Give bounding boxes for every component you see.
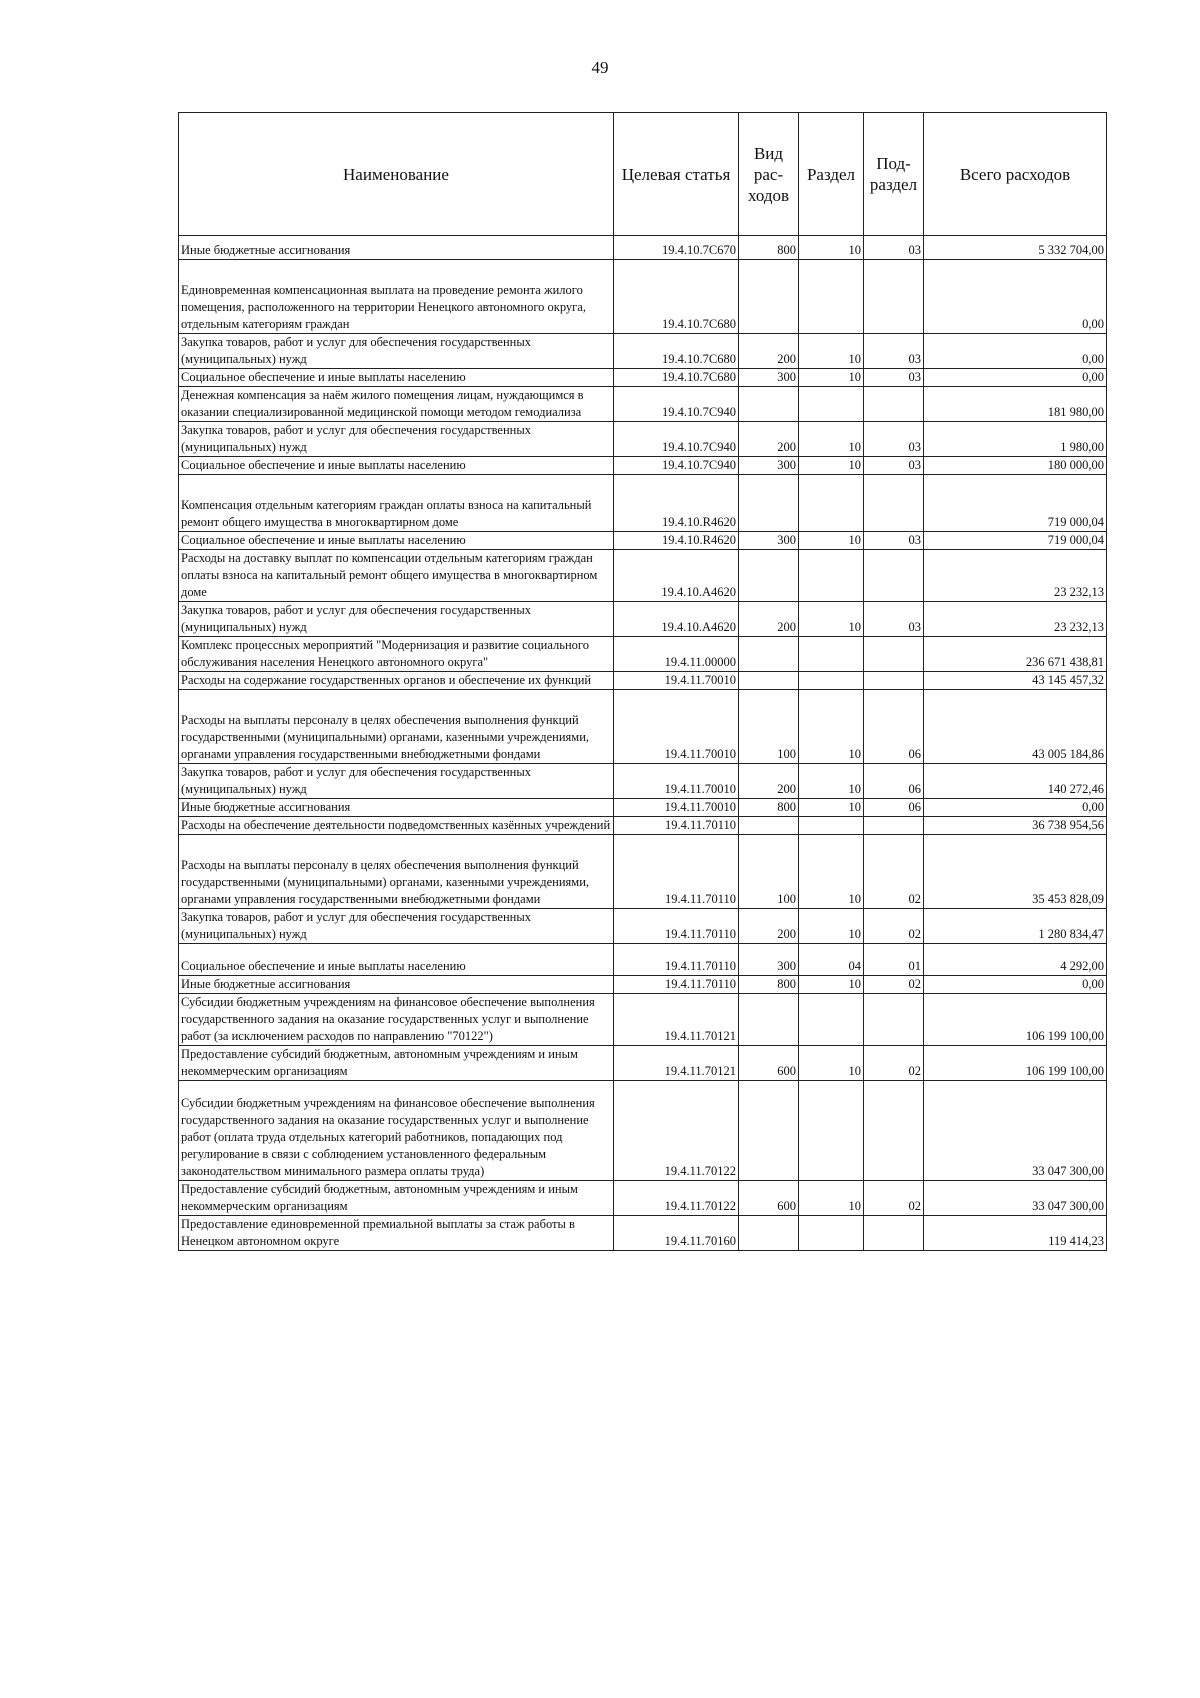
header-podrazdel: Под-раздел xyxy=(864,113,924,236)
cell-total: 35 453 828,09 xyxy=(924,835,1107,909)
cell-podrazdel xyxy=(864,1081,924,1181)
table-row xyxy=(179,690,1107,764)
cell-podrazdel: 03 xyxy=(864,602,924,637)
table-row xyxy=(179,550,1107,602)
cell-total: 181 980,00 xyxy=(924,387,1107,422)
cell-target-code: 19.4.10.7C680 xyxy=(614,334,739,369)
cell-podrazdel xyxy=(864,637,924,672)
cell-total: 43 145 457,32 xyxy=(924,672,1107,690)
table-row xyxy=(179,369,1107,387)
cell-total: 4 292,00 xyxy=(924,944,1107,976)
cell-razdel: 10 xyxy=(799,457,864,475)
cell-target-code: 19.4.11.70110 xyxy=(614,976,739,994)
cell-podrazdel xyxy=(864,672,924,690)
cell-name: Закупка товаров, работ и услуг для обеспечения государственных (муниципальных) нужд xyxy=(179,764,614,799)
table-row xyxy=(179,817,1107,835)
cell-podrazdel: 06 xyxy=(864,799,924,817)
cell-razdel: 10 xyxy=(799,764,864,799)
cell-name: Закупка товаров, работ и услуг для обеспечения государственных (муниципальных) нужд xyxy=(179,602,614,637)
cell-name: Закупка товаров, работ и услуг для обеспечения государственных (муниципальных) нужд xyxy=(179,909,614,944)
cell-vid: 300 xyxy=(739,457,799,475)
table-row xyxy=(179,672,1107,690)
table-row xyxy=(179,835,1107,909)
cell-name: Предоставление субсидий бюджетным, автономным учреждениям и иным некоммерческим организациям xyxy=(179,1181,614,1216)
cell-vid xyxy=(739,817,799,835)
table-row xyxy=(179,334,1107,369)
cell-total: 719 000,04 xyxy=(924,532,1107,550)
cell-podrazdel: 02 xyxy=(864,909,924,944)
cell-vid: 600 xyxy=(739,1181,799,1216)
cell-podrazdel: 02 xyxy=(864,1046,924,1081)
cell-name: Комплекс процессных мероприятий "Модернизация и развитие социального обслуживания населения Ненецкого автономного округа" xyxy=(179,637,614,672)
cell-vid: 800 xyxy=(739,976,799,994)
cell-razdel xyxy=(799,260,864,334)
cell-name: Субсидии бюджетным учреждениям на финансовое обеспечение выполнения государственного задания на оказание государственных услуг и выполнение работ (оплата труда отдельных категорий работников, попадающих под регулирование в связи с соблюдением установленного федеральным законодательством минимального размера оплаты труда) xyxy=(179,1081,614,1181)
cell-name: Компенсация отдельным категориям граждан оплаты взноса на капитальный ремонт общего имущества в многоквартирном доме xyxy=(179,475,614,532)
table-row xyxy=(179,909,1107,944)
cell-target-code: 19.4.10.R4620 xyxy=(614,532,739,550)
cell-razdel: 10 xyxy=(799,1181,864,1216)
table-row xyxy=(179,1081,1107,1181)
cell-razdel: 10 xyxy=(799,909,864,944)
cell-podrazdel xyxy=(864,475,924,532)
cell-podrazdel: 03 xyxy=(864,532,924,550)
cell-target-code: 19.4.11.70110 xyxy=(614,835,739,909)
cell-vid: 300 xyxy=(739,944,799,976)
cell-razdel xyxy=(799,475,864,532)
cell-target-code: 19.4.11.00000 xyxy=(614,637,739,672)
cell-vid: 200 xyxy=(739,909,799,944)
cell-razdel xyxy=(799,637,864,672)
cell-podrazdel: 03 xyxy=(864,457,924,475)
cell-podrazdel: 03 xyxy=(864,236,924,260)
budget-table xyxy=(178,112,1107,1251)
cell-name: Социальное обеспечение и иные выплаты населению xyxy=(179,944,614,976)
cell-name: Расходы на обеспечение деятельности подведомственных казённых учреждений xyxy=(179,817,614,835)
cell-podrazdel xyxy=(864,260,924,334)
cell-razdel: 10 xyxy=(799,236,864,260)
cell-total: 0,00 xyxy=(924,799,1107,817)
cell-target-code: 19.4.10.A4620 xyxy=(614,550,739,602)
cell-name: Иные бюджетные ассигнования xyxy=(179,976,614,994)
cell-podrazdel: 06 xyxy=(864,690,924,764)
table-row xyxy=(179,457,1107,475)
cell-razdel: 10 xyxy=(799,799,864,817)
cell-vid: 200 xyxy=(739,422,799,457)
cell-vid xyxy=(739,475,799,532)
cell-podrazdel xyxy=(864,817,924,835)
cell-razdel xyxy=(799,994,864,1046)
cell-target-code: 19.4.11.70160 xyxy=(614,1216,739,1251)
table-row xyxy=(179,387,1107,422)
cell-razdel: 10 xyxy=(799,532,864,550)
cell-razdel: 10 xyxy=(799,835,864,909)
cell-target-code: 19.4.10.7C940 xyxy=(614,387,739,422)
cell-name: Расходы на выплаты персоналу в целях обеспечения выполнения функций государственными (муниципальными) органами, казенными учреждениями, органами управления государственными внебюджетными фондами xyxy=(179,835,614,909)
table-row xyxy=(179,1216,1107,1251)
table-row xyxy=(179,475,1107,532)
cell-total: 0,00 xyxy=(924,369,1107,387)
cell-vid: 200 xyxy=(739,334,799,369)
cell-podrazdel xyxy=(864,550,924,602)
cell-target-code: 19.4.10.R4620 xyxy=(614,475,739,532)
cell-target-code: 19.4.10.7C940 xyxy=(614,422,739,457)
cell-razdel: 04 xyxy=(799,944,864,976)
table-row xyxy=(179,236,1107,260)
table-row xyxy=(179,1046,1107,1081)
cell-total: 23 232,13 xyxy=(924,602,1107,637)
cell-vid: 600 xyxy=(739,1046,799,1081)
table-header-row xyxy=(179,113,1107,236)
cell-total: 33 047 300,00 xyxy=(924,1181,1107,1216)
cell-total: 119 414,23 xyxy=(924,1216,1107,1251)
table-row xyxy=(179,422,1107,457)
cell-target-code: 19.4.10.7C670 xyxy=(614,236,739,260)
cell-vid xyxy=(739,550,799,602)
header-target: Целевая статья xyxy=(614,113,739,236)
cell-total: 0,00 xyxy=(924,260,1107,334)
cell-name: Предоставление единовременной премиальной выплаты за стаж работы в Ненецком автономном округе xyxy=(179,1216,614,1251)
cell-vid: 800 xyxy=(739,236,799,260)
page-number: 49 xyxy=(591,58,609,77)
cell-target-code: 19.4.10.7C680 xyxy=(614,369,739,387)
table-row xyxy=(179,532,1107,550)
cell-vid xyxy=(739,1216,799,1251)
cell-podrazdel: 02 xyxy=(864,976,924,994)
cell-name: Закупка товаров, работ и услуг для обеспечения государственных (муниципальных) нужд xyxy=(179,334,614,369)
cell-target-code: 19.4.11.70121 xyxy=(614,994,739,1046)
table-row xyxy=(179,944,1107,976)
cell-name: Единовременная компенсационная выплата на проведение ремонта жилого помещения, расположенного на территории Ненецкого автономного округа, отдельным категориям граждан xyxy=(179,260,614,334)
cell-vid: 200 xyxy=(739,764,799,799)
cell-total: 180 000,00 xyxy=(924,457,1107,475)
cell-podrazdel: 06 xyxy=(864,764,924,799)
cell-razdel xyxy=(799,1216,864,1251)
cell-total: 0,00 xyxy=(924,334,1107,369)
cell-podrazdel xyxy=(864,1216,924,1251)
cell-vid: 100 xyxy=(739,835,799,909)
cell-name: Предоставление субсидий бюджетным, автономным учреждениям и иным некоммерческим организациям xyxy=(179,1046,614,1081)
cell-name: Расходы на выплаты персоналу в целях обеспечения выполнения функций государственными (муниципальными) органами, казенными учреждениями, органами управления государственными внебюджетными фондами xyxy=(179,690,614,764)
cell-target-code: 19.4.10.7C940 xyxy=(614,457,739,475)
table-row xyxy=(179,1181,1107,1216)
cell-name: Социальное обеспечение и иные выплаты населению xyxy=(179,369,614,387)
cell-name: Иные бюджетные ассигнования xyxy=(179,799,614,817)
cell-total: 140 272,46 xyxy=(924,764,1107,799)
cell-name: Субсидии бюджетным учреждениям на финансовое обеспечение выполнения государственного задания на оказание государственных услуг и выполнение работ (за исключением расходов по направлению "70122") xyxy=(179,994,614,1046)
header-vid: Вид рас-ходов xyxy=(739,113,799,236)
table-row xyxy=(179,976,1107,994)
table-row xyxy=(179,637,1107,672)
cell-total: 719 000,04 xyxy=(924,475,1107,532)
cell-target-code: 19.4.11.70010 xyxy=(614,672,739,690)
cell-vid: 300 xyxy=(739,532,799,550)
cell-name: Иные бюджетные ассигнования xyxy=(179,236,614,260)
cell-total: 106 199 100,00 xyxy=(924,1046,1107,1081)
table-row xyxy=(179,764,1107,799)
cell-name: Расходы на содержание государственных органов и обеспечение их функций xyxy=(179,672,614,690)
table-row xyxy=(179,994,1107,1046)
cell-target-code: 19.4.11.70110 xyxy=(614,817,739,835)
cell-total: 236 671 438,81 xyxy=(924,637,1107,672)
table-row xyxy=(179,602,1107,637)
cell-vid: 300 xyxy=(739,369,799,387)
cell-target-code: 19.4.11.70121 xyxy=(614,1046,739,1081)
cell-total: 5 332 704,00 xyxy=(924,236,1107,260)
cell-target-code: 19.4.11.70110 xyxy=(614,944,739,976)
cell-razdel: 10 xyxy=(799,1046,864,1081)
cell-name: Закупка товаров, работ и услуг для обеспечения государственных (муниципальных) нужд xyxy=(179,422,614,457)
cell-target-code: 19.4.11.70010 xyxy=(614,764,739,799)
cell-name: Денежная компенсация за наём жилого помещения лицам, нуждающимся в оказании специализированной медицинской помощи методом гемодиализа xyxy=(179,387,614,422)
cell-podrazdel: 01 xyxy=(864,944,924,976)
header-total: Всего расходов xyxy=(924,113,1107,236)
cell-total: 106 199 100,00 xyxy=(924,994,1107,1046)
cell-target-code: 19.4.10.7C680 xyxy=(614,260,739,334)
cell-target-code: 19.4.11.70010 xyxy=(614,799,739,817)
cell-target-code: 19.4.11.70122 xyxy=(614,1081,739,1181)
table-row xyxy=(179,260,1107,334)
cell-podrazdel: 03 xyxy=(864,369,924,387)
cell-name: Расходы на доставку выплат по компенсации отдельным категориям граждан оплаты взноса на капитальный ремонт общего имущества в многоквартирном доме xyxy=(179,550,614,602)
cell-total: 0,00 xyxy=(924,976,1107,994)
cell-razdel: 10 xyxy=(799,602,864,637)
cell-vid xyxy=(739,260,799,334)
cell-total: 1 280 834,47 xyxy=(924,909,1107,944)
cell-razdel xyxy=(799,1081,864,1181)
cell-vid: 800 xyxy=(739,799,799,817)
cell-podrazdel: 03 xyxy=(864,422,924,457)
cell-vid: 200 xyxy=(739,602,799,637)
cell-razdel: 10 xyxy=(799,690,864,764)
table-body xyxy=(179,236,1107,1251)
cell-razdel: 10 xyxy=(799,369,864,387)
cell-vid xyxy=(739,994,799,1046)
header-razdel: Раздел xyxy=(799,113,864,236)
cell-name: Социальное обеспечение и иные выплаты населению xyxy=(179,532,614,550)
cell-razdel: 10 xyxy=(799,976,864,994)
cell-total: 33 047 300,00 xyxy=(924,1081,1107,1181)
cell-name: Социальное обеспечение и иные выплаты населению xyxy=(179,457,614,475)
cell-podrazdel: 03 xyxy=(864,334,924,369)
cell-total: 36 738 954,56 xyxy=(924,817,1107,835)
cell-razdel xyxy=(799,550,864,602)
cell-total: 23 232,13 xyxy=(924,550,1107,602)
header-name: Наименование xyxy=(179,113,614,236)
cell-vid xyxy=(739,672,799,690)
cell-total: 1 980,00 xyxy=(924,422,1107,457)
cell-razdel: 10 xyxy=(799,334,864,369)
cell-podrazdel: 02 xyxy=(864,835,924,909)
cell-target-code: 19.4.11.70110 xyxy=(614,909,739,944)
cell-target-code: 19.4.10.A4620 xyxy=(614,602,739,637)
cell-razdel xyxy=(799,672,864,690)
cell-podrazdel xyxy=(864,994,924,1046)
cell-podrazdel xyxy=(864,387,924,422)
cell-razdel xyxy=(799,387,864,422)
cell-target-code: 19.4.11.70010 xyxy=(614,690,739,764)
cell-vid: 100 xyxy=(739,690,799,764)
cell-vid xyxy=(739,637,799,672)
cell-razdel: 10 xyxy=(799,422,864,457)
cell-total: 43 005 184,86 xyxy=(924,690,1107,764)
cell-target-code: 19.4.11.70122 xyxy=(614,1181,739,1216)
cell-vid xyxy=(739,387,799,422)
table-row xyxy=(179,799,1107,817)
cell-vid xyxy=(739,1081,799,1181)
cell-razdel xyxy=(799,817,864,835)
cell-podrazdel: 02 xyxy=(864,1181,924,1216)
